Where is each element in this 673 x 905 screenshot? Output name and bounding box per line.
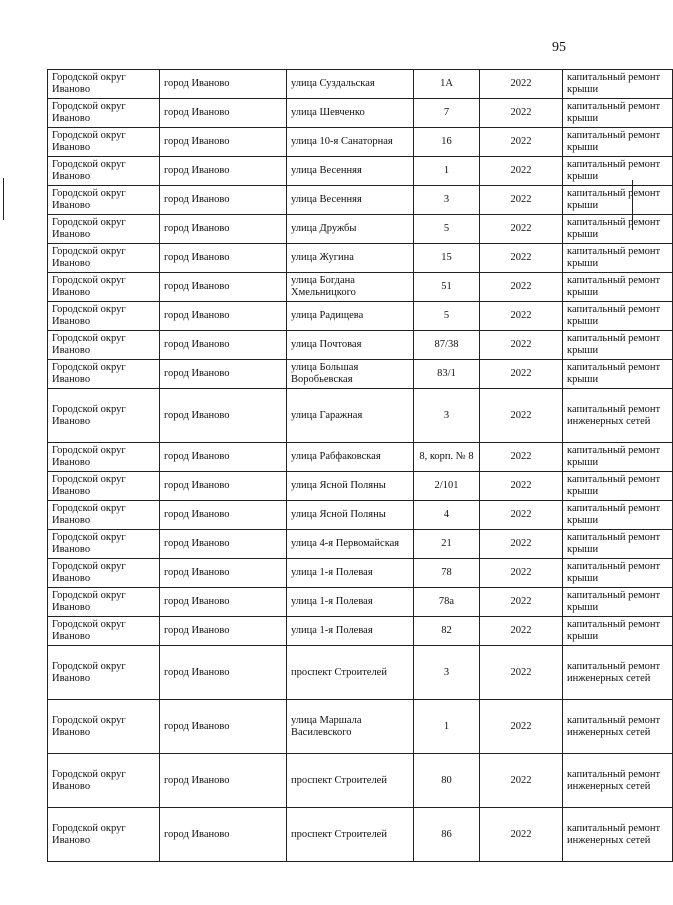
house-cell: 8, корп. № 8 [414, 443, 480, 472]
year-cell: 2022 [480, 588, 563, 617]
work-type-cell: капитальный ремонт инженерных сетей [563, 754, 673, 808]
okrug-cell: Городской округ Иваново [48, 588, 160, 617]
house-cell: 5 [414, 302, 480, 331]
year-cell: 2022 [480, 754, 563, 808]
work-type-cell: капитальный ремонт крыши [563, 244, 673, 273]
house-cell: 83/1 [414, 360, 480, 389]
house-cell: 1А [414, 70, 480, 99]
okrug-cell: Городской округ Иваново [48, 808, 160, 862]
house-cell: 7 [414, 99, 480, 128]
city-cell: город Иваново [160, 443, 287, 472]
street-cell: улица Рабфаковская [287, 443, 414, 472]
house-cell: 3 [414, 389, 480, 443]
work-type-cell: капитальный ремонт инженерных сетей [563, 646, 673, 700]
street-cell: улица Гаражная [287, 389, 414, 443]
work-type-cell: капитальный ремонт крыши [563, 215, 673, 244]
house-cell: 51 [414, 273, 480, 302]
work-type-cell: капитальный ремонт крыши [563, 186, 673, 215]
year-cell: 2022 [480, 443, 563, 472]
table-row [48, 215, 673, 244]
table-row [48, 157, 673, 186]
okrug-cell: Городской округ Иваново [48, 501, 160, 530]
work-type-cell: капитальный ремонт крыши [563, 530, 673, 559]
left-margin-mark [3, 178, 4, 220]
city-cell: город Иваново [160, 99, 287, 128]
city-cell: город Иваново [160, 302, 287, 331]
city-cell: город Иваново [160, 501, 287, 530]
street-cell: проспект Строителей [287, 808, 414, 862]
city-cell: город Иваново [160, 530, 287, 559]
city-cell: город Иваново [160, 700, 287, 754]
city-cell: город Иваново [160, 157, 287, 186]
repair-register-table [47, 69, 673, 862]
table-row [48, 646, 673, 700]
okrug-cell: Городской округ Иваново [48, 360, 160, 389]
year-cell: 2022 [480, 273, 563, 302]
city-cell: город Иваново [160, 389, 287, 443]
table-row [48, 754, 673, 808]
table-row [48, 501, 673, 530]
year-cell: 2022 [480, 99, 563, 128]
year-cell: 2022 [480, 646, 563, 700]
city-cell: город Иваново [160, 244, 287, 273]
table-row [48, 186, 673, 215]
city-cell: город Иваново [160, 215, 287, 244]
table-row [48, 128, 673, 157]
work-type-cell: капитальный ремонт инженерных сетей [563, 700, 673, 754]
year-cell: 2022 [480, 808, 563, 862]
table-row [48, 443, 673, 472]
year-cell: 2022 [480, 70, 563, 99]
city-cell: город Иваново [160, 331, 287, 360]
year-cell: 2022 [480, 302, 563, 331]
house-cell: 1 [414, 157, 480, 186]
city-cell: город Иваново [160, 754, 287, 808]
street-cell: улица 4-я Первомайская [287, 530, 414, 559]
okrug-cell: Городской округ Иваново [48, 754, 160, 808]
year-cell: 2022 [480, 244, 563, 273]
year-cell: 2022 [480, 559, 563, 588]
table-row [48, 331, 673, 360]
house-cell: 2/101 [414, 472, 480, 501]
register-body [48, 70, 673, 862]
work-type-cell: капитальный ремонт крыши [563, 472, 673, 501]
work-type-cell: капитальный ремонт инженерных сетей [563, 808, 673, 862]
year-cell: 2022 [480, 530, 563, 559]
house-cell: 4 [414, 501, 480, 530]
year-cell: 2022 [480, 472, 563, 501]
street-cell: улица Маршала Василевского [287, 700, 414, 754]
table-row [48, 244, 673, 273]
house-cell: 3 [414, 186, 480, 215]
street-cell: улица Большая Воробьевская [287, 360, 414, 389]
city-cell: город Иваново [160, 617, 287, 646]
table-row [48, 588, 673, 617]
okrug-cell: Городской округ Иваново [48, 472, 160, 501]
city-cell: город Иваново [160, 472, 287, 501]
street-cell: проспект Строителей [287, 754, 414, 808]
house-cell: 82 [414, 617, 480, 646]
okrug-cell: Городской округ Иваново [48, 331, 160, 360]
street-cell: улица Ясной Поляны [287, 472, 414, 501]
table-row [48, 99, 673, 128]
city-cell: город Иваново [160, 588, 287, 617]
street-cell: улица 1-я Полевая [287, 559, 414, 588]
okrug-cell: Городской округ Иваново [48, 443, 160, 472]
table-row [48, 70, 673, 99]
work-type-cell: капитальный ремонт инженерных сетей [563, 389, 673, 443]
street-cell: улица Суздальская [287, 70, 414, 99]
house-cell: 16 [414, 128, 480, 157]
okrug-cell: Городской округ Иваново [48, 215, 160, 244]
street-cell: улица Шевченко [287, 99, 414, 128]
okrug-cell: Городской округ Иваново [48, 389, 160, 443]
year-cell: 2022 [480, 360, 563, 389]
okrug-cell: Городской округ Иваново [48, 186, 160, 215]
city-cell: город Иваново [160, 128, 287, 157]
okrug-cell: Городской округ Иваново [48, 244, 160, 273]
okrug-cell: Городской округ Иваново [48, 99, 160, 128]
city-cell: город Иваново [160, 273, 287, 302]
house-cell: 15 [414, 244, 480, 273]
year-cell: 2022 [480, 128, 563, 157]
work-type-cell: капитальный ремонт крыши [563, 360, 673, 389]
street-cell: улица Ясной Поляны [287, 501, 414, 530]
work-type-cell: капитальный ремонт крыши [563, 617, 673, 646]
city-cell: город Иваново [160, 808, 287, 862]
street-cell: улица Дружбы [287, 215, 414, 244]
house-cell: 1 [414, 700, 480, 754]
okrug-cell: Городской округ Иваново [48, 302, 160, 331]
work-type-cell: капитальный ремонт крыши [563, 501, 673, 530]
year-cell: 2022 [480, 700, 563, 754]
street-cell: улица Жугина [287, 244, 414, 273]
city-cell: город Иваново [160, 70, 287, 99]
house-cell: 5 [414, 215, 480, 244]
work-type-cell: капитальный ремонт крыши [563, 99, 673, 128]
okrug-cell: Городской округ Иваново [48, 646, 160, 700]
street-cell: улица Весенняя [287, 186, 414, 215]
table-row [48, 273, 673, 302]
table-row [48, 360, 673, 389]
year-cell: 2022 [480, 157, 563, 186]
okrug-cell: Городской округ Иваново [48, 559, 160, 588]
okrug-cell: Городской округ Иваново [48, 700, 160, 754]
street-cell: улица 10-я Санаторная [287, 128, 414, 157]
house-cell: 21 [414, 530, 480, 559]
house-cell: 86 [414, 808, 480, 862]
okrug-cell: Городской округ Иваново [48, 617, 160, 646]
okrug-cell: Городской округ Иваново [48, 530, 160, 559]
work-type-cell: капитальный ремонт крыши [563, 559, 673, 588]
table-row [48, 559, 673, 588]
street-cell: проспект Строителей [287, 646, 414, 700]
table-row [48, 617, 673, 646]
table-row [48, 472, 673, 501]
year-cell: 2022 [480, 501, 563, 530]
year-cell: 2022 [480, 186, 563, 215]
year-cell: 2022 [480, 389, 563, 443]
street-cell: улица 1-я Полевая [287, 588, 414, 617]
city-cell: город Иваново [160, 559, 287, 588]
work-type-cell: капитальный ремонт крыши [563, 70, 673, 99]
year-cell: 2022 [480, 617, 563, 646]
work-type-cell: капитальный ремонт крыши [563, 128, 673, 157]
page-number: 95 [552, 40, 566, 55]
work-type-cell: капитальный ремонт крыши [563, 302, 673, 331]
okrug-cell: Городской округ Иваново [48, 157, 160, 186]
house-cell: 78 [414, 559, 480, 588]
work-type-cell: капитальный ремонт крыши [563, 443, 673, 472]
table-row [48, 700, 673, 754]
okrug-cell: Городской округ Иваново [48, 70, 160, 99]
table-row [48, 389, 673, 443]
house-cell: 78а [414, 588, 480, 617]
work-type-cell: капитальный ремонт крыши [563, 331, 673, 360]
work-type-cell: капитальный ремонт крыши [563, 273, 673, 302]
okrug-cell: Городской округ Иваново [48, 273, 160, 302]
table-row [48, 530, 673, 559]
work-type-cell: капитальный ремонт крыши [563, 157, 673, 186]
street-cell: улица Почтовая [287, 331, 414, 360]
table-row [48, 302, 673, 331]
city-cell: город Иваново [160, 646, 287, 700]
okrug-cell: Городской округ Иваново [48, 128, 160, 157]
street-cell: улица Радищева [287, 302, 414, 331]
year-cell: 2022 [480, 215, 563, 244]
street-cell: улица Весенняя [287, 157, 414, 186]
house-cell: 80 [414, 754, 480, 808]
street-cell: улица Богдана Хмельницкого [287, 273, 414, 302]
city-cell: город Иваново [160, 360, 287, 389]
city-cell: город Иваново [160, 186, 287, 215]
house-cell: 87/38 [414, 331, 480, 360]
table-row [48, 808, 673, 862]
year-cell: 2022 [480, 331, 563, 360]
street-cell: улица 1-я Полевая [287, 617, 414, 646]
work-type-cell: капитальный ремонт крыши [563, 588, 673, 617]
house-cell: 3 [414, 646, 480, 700]
